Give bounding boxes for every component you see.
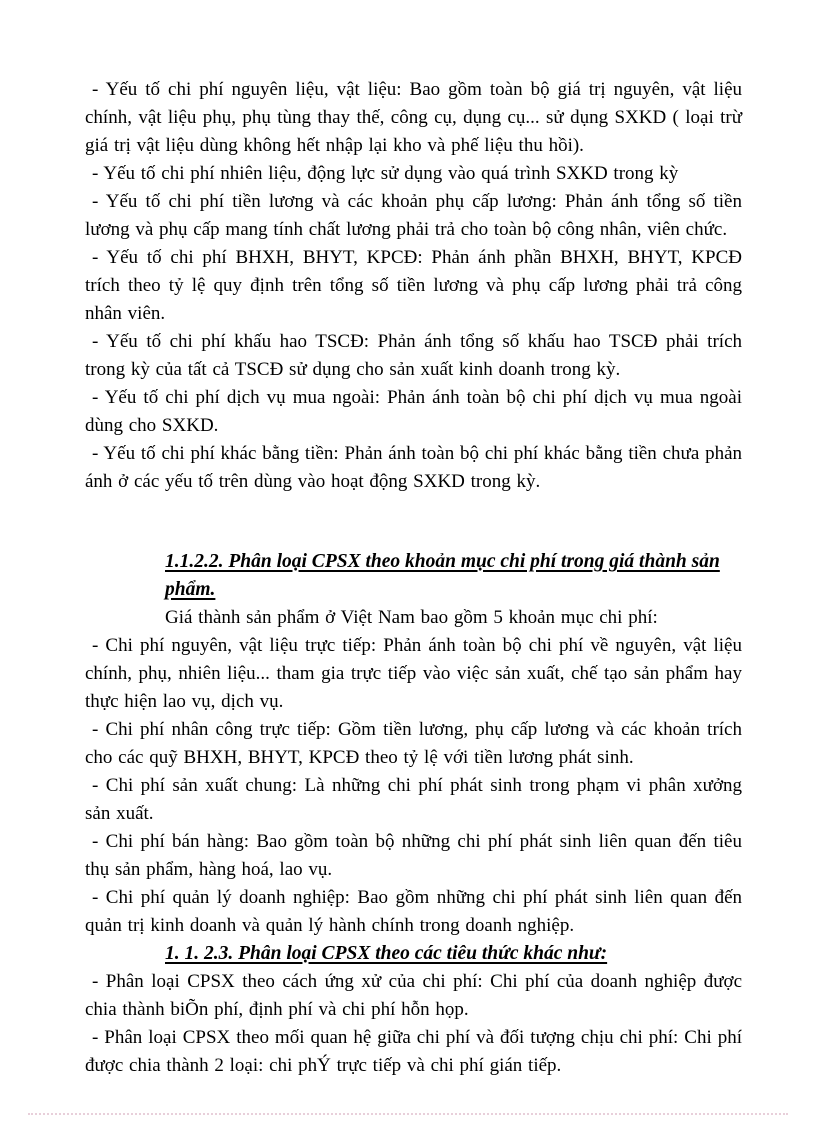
paragraph-cost-element-depreciation: - Yếu tố chi phí khấu hao TSCĐ: Phản ánh tổng số khấu hao TSCĐ phải trích trong kỳ của tất cả TSCĐ sử dụng cho sản xuất kinh doanh trong kỳ. (85, 331, 742, 380)
page-bottom-dotted-line (28, 1113, 788, 1115)
paragraph-cost-element-wages: - Yếu tố chi phí tiền lương và các khoản phụ cấp lương: Phản ánh tổng số tiền lương và phụ cấp mang tính chất lương phải trả cho toàn bộ công nhân, viên chức. (85, 191, 742, 240)
paragraph-direct-materials: - Chi phí nguyên, vật liệu trực tiếp: Phản ánh toàn bộ chi phí về nguyên, vật liệu chính, phụ, nhiên liệu... tham gia trực tiếp vào việc sản xuất, chế tạo sản phẩm hay thực hiện lao vụ, dịch vụ. (85, 635, 742, 712)
paragraph-direct-labor: - Chi phí nhân công trực tiếp: Gồm tiền lương, phụ cấp lương và các khoản trích cho các quỹ BHXH, BHYT, KPCĐ theo tỷ lệ với tiền lương phát sinh. (85, 719, 742, 768)
paragraph-cost-element-insurance: - Yếu tố chi phí BHXH, BHYT, KPCĐ: Phản ánh phần BHXH, BHYT, KPCĐ trích theo tỷ lệ quy định trên tổng số tiền lương và phụ cấp lương phải trả công nhân viên. (85, 247, 742, 324)
paragraph-selling-expenses: - Chi phí bán hàng: Bao gồm toàn bộ những chi phí phát sinh liên quan đến tiêu thụ sản phẩm, hàng hoá, lao vụ. (85, 831, 742, 880)
paragraph-cost-element-fuel: - Yếu tố chi phí nhiên liệu, động lực sử dụng vào quá trình SXKD trong kỳ (92, 163, 679, 184)
paragraph-overhead: - Chi phí sản xuất chung: Là những chi phí phát sinh trong phạm vi phân xưởng sản xuất. (85, 775, 742, 824)
paragraph-classification-behavior: - Phân loại CPSX theo cách ứng xử của chi phí: Chi phí của doanh nghiệp được chia thành biÕn phí, định phí và chi phí hỗn họp. (85, 971, 742, 1020)
paragraph-cost-items-intro: Giá thành sản phẩm ở Việt Nam bao gồm 5 khoản mục chi phí: (165, 607, 658, 628)
section-heading-1122: 1.1.2.2. Phân loại CPSX theo khoản mục chi phí trong giá thành sản phẩm. (165, 551, 720, 600)
paragraph-classification-object: - Phân loại CPSX theo mối quan hệ giữa chi phí và đối tượng chịu chi phí: Chi phí được chia thành 2 loại: chi phÝ trực tiếp và chi phí gián tiếp. (85, 1027, 742, 1076)
paragraph-cost-element-other-cash: - Yếu tố chi phí khác bằng tiền: Phản ánh toàn bộ chi phí khác bằng tiền chưa phản ánh ở các yếu tố trên dùng vào hoạt động SXKD trong kỳ. (85, 443, 742, 492)
paragraph-cost-element-outside-services: - Yếu tố chi phí dịch vụ mua ngoài: Phản ánh toàn bộ chi phí dịch vụ mua ngoài dùng cho SXKD. (85, 387, 742, 436)
paragraph-cost-element-materials: - Yếu tố chi phí nguyên liệu, vật liệu: Bao gồm toàn bộ giá trị nguyên, vật liệu chính, vật liệu phụ, phụ tùng thay thế, công cụ, dụng cụ... sử dụng SXKD ( loại trừ giá trị vật liệu dùng không hết nhập lại kho và phế liệu thu hồi). (85, 79, 742, 156)
paragraph-admin-expenses: - Chi phí quản lý doanh nghiệp: Bao gồm những chi phí phát sinh liên quan đến quản trị kinh doanh và quản lý hành chính trong doanh nghiệp. (85, 887, 742, 936)
section-heading-1123: 1. 1. 2.3. Phân loại CPSX theo các tiêu thức khác như: (165, 943, 608, 964)
